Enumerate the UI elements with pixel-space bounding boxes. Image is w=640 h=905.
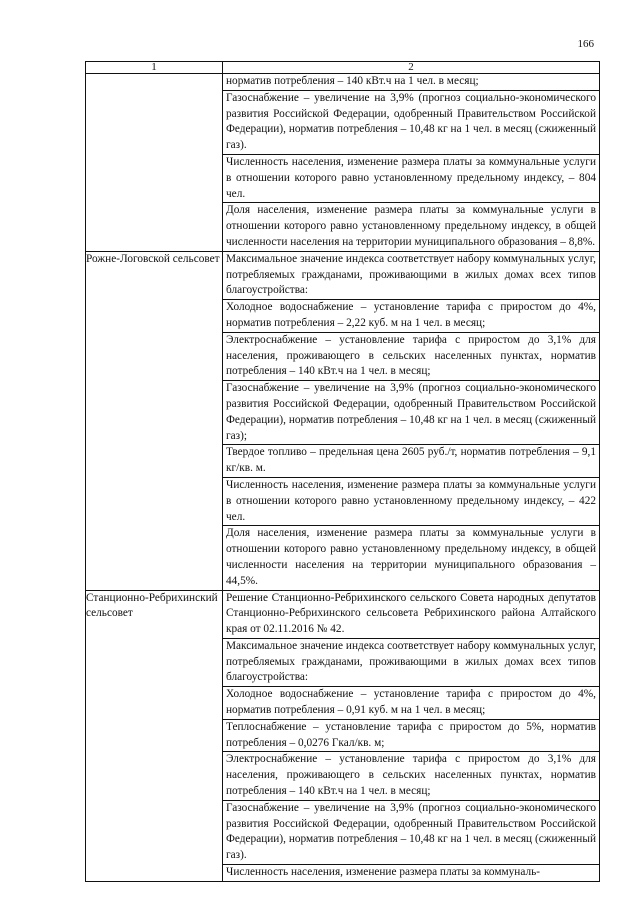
table-row xyxy=(86,251,600,590)
paragraph: Численность населения, изменение размера платы за коммунальные услуги в отношении которого равно установленному предельному индексу, – 422 чел. xyxy=(223,478,599,526)
paragraph: Максимальное значение индекса соответствует набору коммунальных услуг, потребляемых гражданами, проживающими в жилых домах всех типов благоустройства: xyxy=(223,252,599,300)
paragraph: Газоснабжение – увеличение на 3,9% (прогноз социально-экономического развития Российской Федерации, одобренный Правительством Российской Федерации), норматив потребления – 10,48 кг на 1 чел. в месяц (сжиженный газ); xyxy=(223,381,599,445)
paragraph: Максимальное значение индекса соответствует набору коммунальных услуг, потребляемых гражданами, проживающими в жилых домах всех типов благоустройства: xyxy=(223,639,599,687)
paragraph: Численность населения, изменение размера платы за коммунальные услуги в отношении которого равно установленному предельному индексу, – 804 чел. xyxy=(223,155,599,203)
paragraph: Численность населения, изменение размера платы за коммуналь- xyxy=(226,866,540,879)
paragraph: Газоснабжение – увеличение на 3,9% (прогноз социально-экономического развития Российской Федерации, одобренный Правительством Российской Федерации), норматив потребления – 10,48 кг на 1 чел. в месяц (сжиженный газ). xyxy=(223,91,599,155)
column-header-1: 1 xyxy=(86,62,223,74)
table-row xyxy=(86,590,600,881)
municipality-name: Рожне-Логовской сельсовет xyxy=(86,251,223,590)
paragraph: Холодное водоснабжение – установление тарифа с приростом до 4%, норматив потребления – 2,22 куб. м на 1 чел. в месяц; xyxy=(223,300,599,333)
table-row xyxy=(86,74,600,252)
column-header-2: 2 xyxy=(223,62,600,74)
paragraph: Электроснабжение – установление тарифа с приростом до 3,1% для населения, проживающего в сельских населенных пунктах, норматив потребления – 140 кВт.ч на 1 чел. в месяц; xyxy=(223,333,599,381)
paragraph: Доля населения, изменение размера платы за коммунальные услуги в отношении которого равно установленному предельному индексу, в общей численности населения на территории муниципального образования – 8,8%. xyxy=(226,204,596,248)
paragraph: Твердое топливо – предельная цена 2605 руб./т, норматив потребления – 9,1 кг/кв. м. xyxy=(223,445,599,478)
municipality-name xyxy=(86,74,223,252)
paragraph: Доля населения, изменение размера платы за коммунальные услуги в отношении которого равно установленному предельному индексу, в общей численности населения на территории муниципального образования – 44,5%. xyxy=(226,527,596,587)
page-number: 166 xyxy=(577,38,594,50)
paragraph: Теплоснабжение – установление тарифа с приростом до 5%, норматив потребления – 0,0276 Гкал/кв. м; xyxy=(223,720,599,753)
paragraph: Электроснабжение – установление тарифа с приростом до 3,1% для населения, проживающего в сельских населенных пунктах, норматив потребления – 140 кВт.ч на 1 чел. в месяц; xyxy=(223,752,599,800)
tariff-table xyxy=(85,61,600,882)
row-description xyxy=(223,590,600,881)
row-description xyxy=(223,74,600,252)
municipality-name: Станционно-Ребрихинский сельсовет xyxy=(86,590,223,881)
paragraph: Решение Станционно-Ребрихинского сельского Совета народных депутатов Станционно-Ребрихинского сельсовета Ребрихинского района Алтайского края от 02.11.2016 № 42. xyxy=(223,591,599,639)
row-description xyxy=(223,251,600,590)
paragraph: Холодное водоснабжение – установление тарифа с приростом до 4%, норматив потребления – 0,91 куб. м на 1 чел. в месяц; xyxy=(223,687,599,720)
paragraph: Газоснабжение – увеличение на 3,9% (прогноз социально-экономического развития Российской Федерации, одобренный Правительством Российской Федерации), норматив потребления – 10,48 кг на 1 чел. в месяц (сжиженный газ). xyxy=(223,801,599,865)
paragraph: норматив потребления – 140 кВт.ч на 1 чел. в месяц; xyxy=(223,74,599,91)
table-header-row xyxy=(86,62,600,74)
